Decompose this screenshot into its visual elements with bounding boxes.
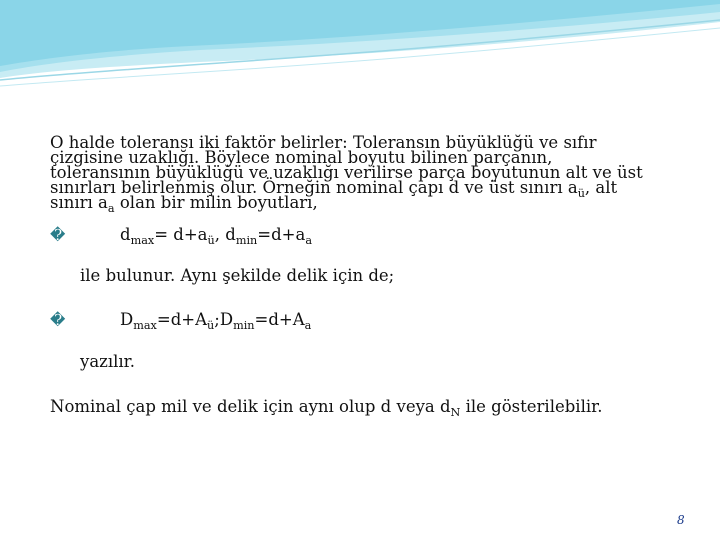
formula-shaft-limits: $d_{max}= d+a_ü$, $d_{min}=d+a_a$	[120, 225, 313, 247]
text-line-ile: ile bulunur. Aynı şekilde delik için de;	[80, 266, 395, 285]
paragraph-line-3: toleransının büyüklüğü ve uzaklığı verilirse parça boyutunun alt ve üst	[50, 163, 643, 182]
formula-hole-limits: $D_{max}=d+A_ü;D_{min}=d+A_a$	[120, 310, 312, 332]
text-line-yazilir: yazılır.	[80, 352, 136, 371]
page-number: 8	[677, 513, 685, 527]
intro-paragraph	[50, 133, 670, 215]
bullet-icon: �	[50, 311, 66, 329]
paragraph-line-5: sınırı $a_a$ olan bir milin boyutları,	[50, 193, 318, 215]
text-line-nominal: Nominal çap mil ve delik için aynı olup d veya $d_N$ ile gösterilebilir.	[50, 397, 603, 419]
paragraph-line-2: çizgisine uzaklığı. Böylece nominal boyutu bilinen parçanın,	[50, 148, 553, 167]
paragraph-line-1: O halde toleransı iki faktör belirler: Toleransın büyüklüğü ve sıfır	[50, 133, 597, 152]
bullet-icon: �	[50, 226, 66, 244]
paragraph-line-4: sınırları belirlenmiş olur. Örneğin nominal çapı d ve üst sınırı $a_ü$, alt	[50, 178, 618, 200]
